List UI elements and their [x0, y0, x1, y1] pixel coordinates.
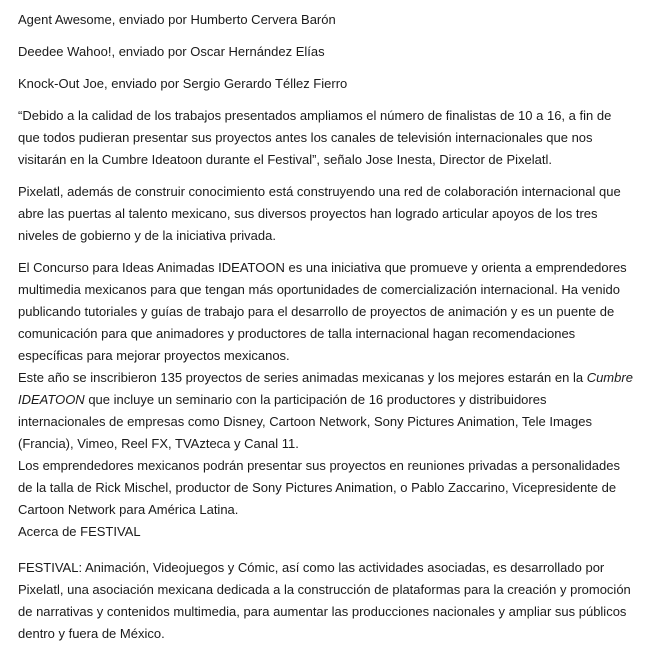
- concurso-paragraph: [18, 257, 668, 543]
- text-line: El Concurso para Ideas Animadas IDEATOON es una iniciativa que promueve y orienta a emprendedores: [18, 260, 627, 275]
- text-segment: que incluye un seminario con la participación de 16 productores y distribuidores: [84, 392, 547, 407]
- text-line: de la talla de Rick Mischel, productor de Sony Pictures Animation, o Pablo Zaccarino, Vicepresidente de: [18, 480, 617, 495]
- text-line: específicas para mejorar proyectos mexicanos.: [18, 348, 290, 363]
- pixelatl-paragraph: [18, 181, 668, 247]
- finalist-3: [18, 73, 668, 95]
- text-line: dentro y fuera de México.: [18, 626, 165, 641]
- text-segment: Este año se inscribieron 135 proyectos de series animadas mexicanas y los mejores estarán en la: [18, 370, 587, 385]
- text-line: Pixelatl, además de construir conocimiento está construyendo una red de colaboración internacional que: [18, 184, 621, 199]
- text-line: multimedia mexicanos para que tengan más oportunidades de comercialización internacional. Ha venido: [18, 282, 620, 297]
- text-line: [18, 367, 668, 389]
- text-line: visitarán en la Cumbre Ideatoon durante el Festival”, señalo Jose Inesta, Director de Pixelatl.: [18, 152, 552, 167]
- quote-paragraph: [18, 105, 668, 171]
- text-line: [18, 389, 668, 411]
- text-line: FESTIVAL: Animación, Videojuegos y Cómic, así como las actividades asociadas, es desarrollado por: [18, 560, 605, 575]
- text-line: publicando tutoriales y guías de trabajo para el desarrollo de proyectos de animación y es un puente de: [18, 304, 615, 319]
- text-line: comunicación para que animadores y productores de talla internacional hagan recomendaciones: [18, 326, 576, 341]
- italic-segment: IDEATOON: [18, 392, 85, 407]
- acerca-heading: Acerca de FESTIVAL: [18, 524, 141, 539]
- finalist-line: Knock-Out Joe, enviado por Sergio Gerardo Téllez Fierro: [18, 76, 348, 91]
- festival-paragraph: [18, 557, 668, 645]
- text-line: Cartoon Network para América Latina.: [18, 502, 239, 517]
- finalist-line: Agent Awesome, enviado por Humberto Cervera Barón: [18, 12, 336, 27]
- text-line: abre las puertas al talento mexicano, sus diversos proyectos han logrado articular apoyos de los tres: [18, 206, 598, 221]
- finalist-line: Deedee Wahoo!, enviado por Oscar Hernández Elías: [18, 44, 325, 59]
- text-line: Pixelatl, una asociación mexicana dedicada a la construcción de plataformas para la creación y promoción: [18, 582, 631, 597]
- finalist-1: [18, 9, 668, 31]
- text-line: Los emprendedores mexicanos podrán presentar sus proyectos en reuniones privadas a personalidades: [18, 458, 620, 473]
- text-line: que todos pudieran presentar sus proyectos antes los canales de televisión internacionales que nos: [18, 130, 593, 145]
- text-line: internacionales de empresas como Disney, Cartoon Network, Sony Pictures Animation, Tele Images: [18, 414, 592, 429]
- text-line: de narrativas y contenidos multimedia, para aumentar las producciones nacionales y ampliar sus públicos: [18, 604, 627, 619]
- finalist-2: [18, 41, 668, 63]
- text-line: niveles de gobierno y de la iniciativa privada.: [18, 228, 276, 243]
- text-line: (Francia), Vimeo, Reel FX, TVAzteca y Canal 11.: [18, 436, 299, 451]
- italic-segment: Cumbre: [586, 370, 633, 385]
- text-line: “Debido a la calidad de los trabajos presentados ampliamos el número de finalistas de 10 a 16, a fin de: [18, 108, 612, 123]
